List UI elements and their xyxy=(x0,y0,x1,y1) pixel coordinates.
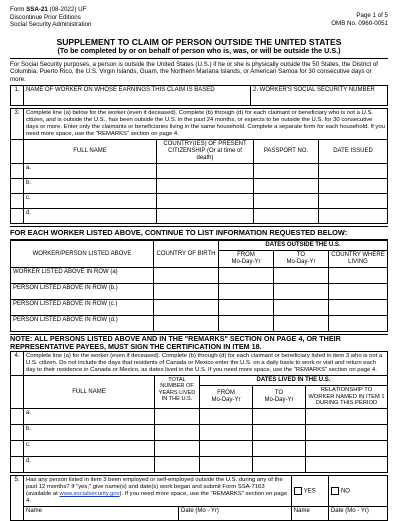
item3-row-d-citizenship[interactable] xyxy=(157,209,254,224)
item4-row-c-from[interactable] xyxy=(200,441,253,457)
dates-row-b-from[interactable] xyxy=(219,284,274,300)
item4-row-c-to[interactable] xyxy=(253,441,306,457)
item5-yes-option[interactable] xyxy=(291,476,328,507)
row-label: b. xyxy=(26,426,32,432)
item1-number: 1. xyxy=(11,86,24,106)
no-checkbox[interactable] xyxy=(331,487,339,495)
page-number: Page 1 of 5 xyxy=(356,12,388,19)
col-country-of-birth: COUNTRY OF BIRTH xyxy=(154,241,219,268)
form-subtitle: (To be completed by or on behalf of person who is, was, or will be outside the U.S.) xyxy=(57,46,341,55)
col-from: FROM Mo-Day-Yr xyxy=(219,251,274,268)
item5-question: Has any person listed in item 3 been employed or self-employed outside the U.S. during any of the past 12 months? If "yes," give name(s) and date(s) work began and submit Form SSA-7163 (available at www.socialsecurity.gov). If you need more space, use the "REMARKS" section on page 4. xyxy=(24,476,292,507)
item4-col-name: FULL NAME xyxy=(24,376,155,409)
item4-table xyxy=(10,351,388,473)
dates-row-b-to[interactable] xyxy=(274,284,329,300)
item3-row-d-name[interactable] xyxy=(24,209,157,224)
item3-row-a-date[interactable] xyxy=(319,164,388,179)
item3-row-c-name[interactable] xyxy=(24,194,157,209)
ssa-website-link[interactable]: www.socialsecurity.gov xyxy=(59,491,120,497)
dates-row-d-birth[interactable] xyxy=(154,316,219,332)
item3-col-citizenship: COUNTRY(IES) OF PRESENT CITIZENSHIP (Or at time of death) xyxy=(157,140,254,164)
item4-row-a-name[interactable] xyxy=(24,409,155,425)
item3-col-name: FULL NAME xyxy=(24,140,157,164)
col-to: TO Mo-Day-Yr xyxy=(274,251,329,268)
item4-row-c-name[interactable] xyxy=(24,441,155,457)
item4-row-a-to[interactable] xyxy=(253,409,306,425)
continue-instruction-bar: FOR EACH WORKER LISTED ABOVE, CONTINUE TO LIST INFORMATION REQUESTED BELOW: xyxy=(10,226,388,240)
yes-checkbox[interactable] xyxy=(294,487,302,495)
item4-row-b-relationship[interactable] xyxy=(306,425,388,441)
dates-row-a-to[interactable] xyxy=(274,268,329,284)
dates-row-a-label: WORKER LISTED ABOVE IN ROW (a) xyxy=(11,268,154,284)
item5-date2-field[interactable] xyxy=(328,507,387,521)
item4-instructions: Complete line (a) for the worker (even if deceased). Complete (b) through (d) for each claimant or beneficiary listed in item 3 who is not a U.S. citizen. Do not include the days that residents of Canada or Mexico enter the U.S. on a daily basis to work or visit and return each day to their residence in Canada or Mexico, as dates lived in the U.S. If you need more space, use the "REMARKS" section on page 4. xyxy=(24,352,388,376)
item2-label: 2. WORKER'S SOCIAL SECURITY NUMBER xyxy=(253,87,375,94)
dates-row-a-country[interactable] xyxy=(329,268,388,284)
item3-row-b-citizenship[interactable] xyxy=(157,179,254,194)
item5-table xyxy=(10,475,388,521)
name2-label: Name xyxy=(293,508,310,514)
item3-instructions: Complete line (a) below for the worker (even if deceased). Complete (b) through (d) for each claimant or beneficiary who is not a U.S. citizen, and is outside the U.S., has been outside the U.S. in the past 24 months, or expects to be outside the U.S. for 30 consecutive days or more. Enter only the claimants or beneficiaries living in the same household. Complete a separate form for each household. If you need more space, use the "REMARKS" section on page 4. xyxy=(24,109,388,140)
item5-number: 5. xyxy=(11,476,24,521)
dates-row-c-label: PERSON LISTED ABOVE IN ROW (c.) xyxy=(11,300,154,316)
form-id: SSA-21 xyxy=(26,6,48,13)
dates-row-b-country[interactable] xyxy=(329,284,388,300)
row-label: c. xyxy=(26,195,31,202)
item4-row-b-to[interactable] xyxy=(253,425,306,441)
item3-col-passport: PASSPORT NO. xyxy=(254,140,319,164)
dates-row-c-birth[interactable] xyxy=(154,300,219,316)
dates-row-a-from[interactable] xyxy=(219,268,274,284)
item3-row-b-name[interactable] xyxy=(24,179,157,194)
item4-row-b-name[interactable] xyxy=(24,425,155,441)
form-header xyxy=(10,6,388,36)
item3-number: 3. xyxy=(11,109,24,140)
col-country-where-living: COUNTRY WHERE LIVING xyxy=(329,251,388,268)
item3-row-c-date[interactable] xyxy=(319,194,388,209)
item4-col-relationship: RELATIONSHIP TO WORKER NAMED IN ITEM 1 DURING THIS PERIOD xyxy=(306,386,388,409)
row-label: a. xyxy=(26,410,32,416)
col-worker-person: WORKER/PERSON LISTED ABOVE xyxy=(11,241,154,268)
dates-row-d-from[interactable] xyxy=(219,316,274,332)
item3-row-c-passport[interactable] xyxy=(254,194,319,209)
dates-row-d-label: PERSON LISTED ABOVE IN ROW (d.) xyxy=(11,316,154,332)
dates-row-d-to[interactable] xyxy=(274,316,329,332)
agency-name: Social Security Administration xyxy=(10,21,92,29)
item3-row-a-passport[interactable] xyxy=(254,164,319,179)
row-label: a. xyxy=(26,165,32,172)
item5-no-option[interactable] xyxy=(328,476,387,507)
no-label: NO xyxy=(340,488,350,495)
item4-col-from: FROM Mo-Day-Yr xyxy=(200,386,253,409)
item3-row-c-citizenship[interactable] xyxy=(157,194,254,209)
item4-col-years: TOTAL NUMBER OF YEARS LIVED IN THE U.S. xyxy=(155,376,200,409)
item4-row-a-from[interactable] xyxy=(200,409,253,425)
item4-col-to: TO Mo-Day-Yr xyxy=(253,386,306,409)
item3-col-date-issued: DATE ISSUED xyxy=(319,140,388,164)
item5-date-field[interactable] xyxy=(179,507,292,521)
item3-row-a-name[interactable] xyxy=(24,164,157,179)
dates-row-b-label: PERSON LISTED ABOVE IN ROW (b.) xyxy=(11,284,154,300)
item3-table xyxy=(10,108,388,224)
item4-row-a-years[interactable] xyxy=(155,409,200,425)
item4-row-b-from[interactable] xyxy=(200,425,253,441)
item4-row-c-years[interactable] xyxy=(155,441,200,457)
items-1-2-table xyxy=(10,85,388,106)
item3-dates-table xyxy=(10,240,388,332)
item4-row-d-name[interactable] xyxy=(24,457,155,473)
dates-row-c-country[interactable] xyxy=(329,300,388,316)
item4-row-b-years[interactable] xyxy=(155,425,200,441)
item3-row-a-citizenship[interactable] xyxy=(157,164,254,179)
row-label: d. xyxy=(26,458,32,464)
dates-outside-header: DATES OUTSIDE THE U.S. xyxy=(219,241,388,251)
item4-row-d-years[interactable] xyxy=(155,457,200,473)
item4-row-a-relationship[interactable] xyxy=(306,409,388,425)
dates-row-c-from[interactable] xyxy=(219,300,274,316)
item3-row-d-date[interactable] xyxy=(319,209,388,224)
item4-row-d-relationship[interactable] xyxy=(306,457,388,473)
item4-dates-header: DATES LIVED IN THE U.S. xyxy=(200,376,388,386)
item1-worker-name-field[interactable] xyxy=(24,86,251,106)
row-label: b. xyxy=(26,180,32,187)
item1-label: NAME OF WORKER ON WHOSE EARNINGS THIS CLAIM IS BASED xyxy=(26,87,215,94)
row-label: d. xyxy=(26,210,32,217)
date-label: Date (Mo - Yr) xyxy=(181,508,219,514)
omb-number: OMB No. 0960-0051 xyxy=(331,19,388,27)
item3-row-b-passport[interactable] xyxy=(254,179,319,194)
form-edition: (08-2022) UF xyxy=(47,6,87,13)
form-prefix: Form xyxy=(10,6,27,13)
intro-text: For Social Security purposes, a person is outside the United States (U.S.) if he or she is physically outside the 50 States, the District of Columbia, Puerto Rico, the U.S. Virgin Islands, Guam, the Northern Mariana Islands, or American Samoa for 30 consecutive days or more. xyxy=(10,58,388,83)
dates-row-c-to[interactable] xyxy=(274,300,329,316)
name-label: Name xyxy=(26,508,43,514)
dates-row-d-country[interactable] xyxy=(329,316,388,332)
dates-row-b-birth[interactable] xyxy=(154,284,219,300)
item4-row-c-relationship[interactable] xyxy=(306,441,388,457)
item4-row-d-from[interactable] xyxy=(200,457,253,473)
page-info xyxy=(331,12,388,27)
yes-label: YES xyxy=(303,488,316,495)
form-page xyxy=(10,6,388,521)
form-title: SUPPLEMENT TO CLAIM OF PERSON OUTSIDE THE UNITED STATES xyxy=(56,37,342,47)
discontinue-note: Discontinue Prior Editions xyxy=(10,13,81,21)
certification-note: NOTE: ALL PERSONS LISTED ABOVE AND IN THE "REMARKS" SECTION ON PAGE 4, OR THEIR REPRESENTATIVE PAYEES, MUST SIGN THE CERTIFICATION IN ITEM 18. xyxy=(10,334,388,351)
item4-number: 4. xyxy=(11,352,24,376)
item3-row-b-date[interactable] xyxy=(319,179,388,194)
item5-name2-field[interactable] xyxy=(291,507,328,521)
item2-ssn-field[interactable] xyxy=(251,86,388,106)
dates-row-a-birth[interactable] xyxy=(154,268,219,284)
form-id-block xyxy=(10,6,92,29)
date2-label: Date (Mo - Yr) xyxy=(330,508,369,514)
item3-row-d-passport[interactable] xyxy=(254,209,319,224)
item5-name-field[interactable] xyxy=(24,507,179,521)
item4-row-d-to[interactable] xyxy=(253,457,306,473)
row-label: c. xyxy=(26,442,31,448)
